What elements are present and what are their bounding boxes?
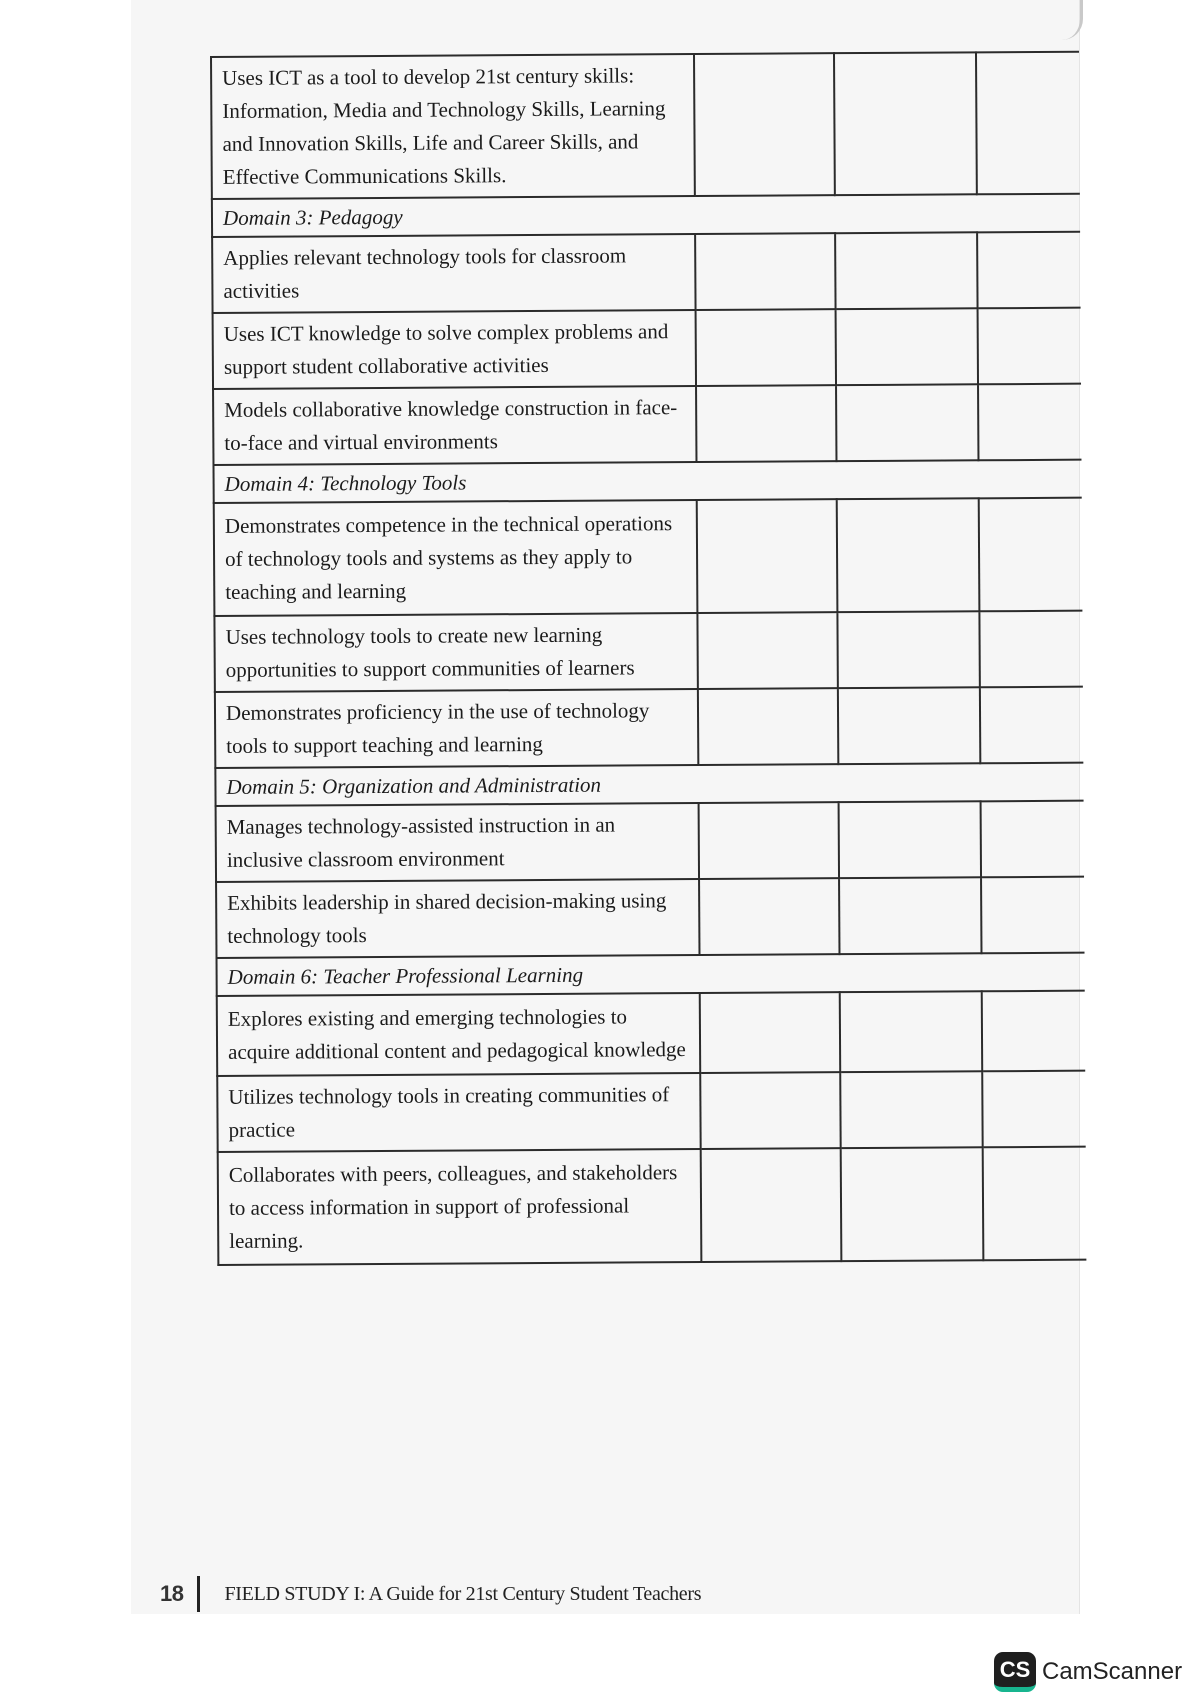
- competency-table-wrapper: [210, 51, 1085, 1266]
- rating-cell[interactable]: [697, 612, 837, 689]
- rating-cell[interactable]: [838, 687, 980, 764]
- footer-divider: [197, 1576, 200, 1612]
- rating-cell[interactable]: [695, 233, 835, 310]
- competency-description: Utilizes technology tools in creating communities of practice: [217, 1073, 700, 1152]
- rating-cell[interactable]: [839, 877, 981, 954]
- rating-cell[interactable]: [841, 1147, 984, 1261]
- rating-cell[interactable]: [978, 384, 1081, 461]
- competency-rating-table: [210, 51, 1086, 1266]
- competency-description: Models collaborative knowledge construction in face-to-face and virtual environments: [213, 386, 696, 465]
- rating-cell[interactable]: [700, 992, 840, 1073]
- table-row: [212, 232, 1080, 313]
- competency-description: Collaborates with peers, colleagues, and stakeholders to access information in support of professional learning.: [218, 1149, 702, 1265]
- rating-cell[interactable]: [700, 1072, 840, 1149]
- table-row: [214, 611, 1082, 692]
- rating-cell[interactable]: [696, 309, 836, 386]
- domain-heading: Domain 3: Pedagogy: [212, 194, 1080, 237]
- rating-cell[interactable]: [976, 52, 1080, 195]
- competency-description: Demonstrates proficiency in the use of technology tools to support teaching and learning: [215, 689, 698, 768]
- domain-header-row: [217, 953, 1085, 996]
- rating-cell[interactable]: [696, 385, 836, 462]
- rating-cell[interactable]: [699, 878, 839, 955]
- rating-cell[interactable]: [839, 801, 981, 878]
- domain-header-row: [213, 460, 1081, 503]
- table-row: [216, 801, 1084, 882]
- rating-cell[interactable]: [980, 687, 1083, 764]
- rating-cell[interactable]: [979, 611, 1082, 688]
- rating-cell[interactable]: [979, 498, 1083, 612]
- rating-cell[interactable]: [836, 308, 978, 385]
- domain-heading: Domain 4: Technology Tools: [213, 460, 1081, 503]
- competency-description: Applies relevant technology tools for classroom activities: [212, 234, 695, 313]
- rating-cell[interactable]: [836, 384, 978, 461]
- domain-heading: Domain 6: Teacher Professional Learning: [217, 953, 1085, 996]
- table-row: [218, 1147, 1087, 1265]
- rating-cell[interactable]: [981, 801, 1084, 878]
- domain-header-row: [215, 763, 1083, 806]
- rating-cell[interactable]: [983, 1147, 1087, 1261]
- table-row: [217, 1071, 1085, 1152]
- rating-cell[interactable]: [701, 1148, 842, 1262]
- table-row: [216, 877, 1084, 958]
- rating-cell[interactable]: [982, 991, 1085, 1072]
- rating-cell[interactable]: [835, 232, 977, 309]
- camscanner-name: CamScanner: [1042, 1658, 1183, 1685]
- rating-cell[interactable]: [977, 232, 1080, 309]
- rating-cell[interactable]: [698, 688, 838, 765]
- table-row: [214, 498, 1083, 616]
- rating-cell[interactable]: [982, 1071, 1085, 1148]
- competency-description: Uses technology tools to create new learning opportunities to support communities of learners: [214, 613, 697, 692]
- rating-cell[interactable]: [837, 611, 979, 688]
- rating-cell[interactable]: [981, 877, 1084, 954]
- rating-cell[interactable]: [840, 1071, 982, 1148]
- rating-cell[interactable]: [694, 53, 835, 196]
- rating-cell[interactable]: [837, 498, 980, 612]
- rating-cell[interactable]: [840, 991, 982, 1072]
- competency-description: Uses ICT as a tool to develop 21st century skills: Information, Media and Technology Skills, Learning and Innovation Skills, Life and Career Skills, and Effective Communications Skills.: [211, 54, 695, 199]
- page-footer: [160, 1576, 701, 1612]
- book-title: FIELD STUDY I: A Guide for 21st Century Student Teachers: [224, 1582, 702, 1605]
- rating-cell[interactable]: [699, 802, 839, 879]
- table-row: [217, 991, 1085, 1076]
- competency-description: Explores existing and emerging technologies to acquire additional content and pedagogical knowledge: [217, 993, 700, 1076]
- table-row: [211, 52, 1080, 199]
- table-row: [213, 384, 1081, 465]
- table-row: [213, 308, 1081, 389]
- domain-header-row: [212, 194, 1080, 237]
- camscanner-watermark: [994, 1652, 1182, 1692]
- table-row: [215, 687, 1083, 768]
- competency-description: Uses ICT knowledge to solve complex problems and support student collaborative activities: [213, 310, 696, 389]
- competency-description: Demonstrates competence in the technical operations of technology tools and systems as they apply to teaching and learning: [214, 500, 698, 616]
- camscanner-logo-icon: CS: [994, 1652, 1036, 1692]
- competency-description: Manages technology-assisted instruction in an inclusive classroom environment: [216, 803, 699, 882]
- rating-cell[interactable]: [697, 499, 838, 613]
- rating-cell[interactable]: [978, 308, 1081, 385]
- domain-heading: Domain 5: Organization and Administration: [215, 763, 1083, 806]
- rating-cell[interactable]: [834, 52, 977, 195]
- page-number: 18: [160, 1581, 184, 1606]
- competency-description: Exhibits leadership in shared decision-making using technology tools: [216, 879, 699, 958]
